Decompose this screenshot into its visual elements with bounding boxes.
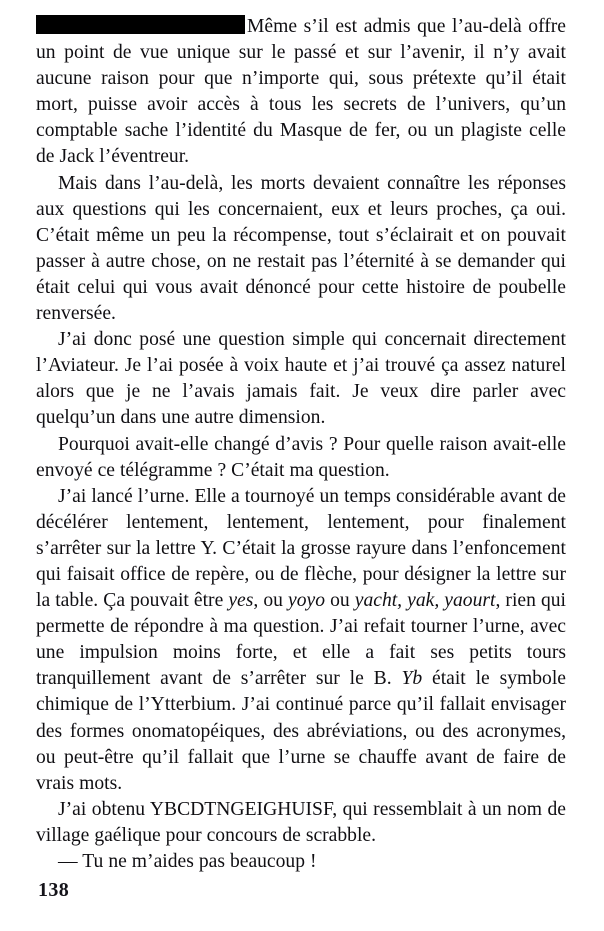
paragraph-1-text: Même s’il est admis que l’au-delà offre un point de vue unique sur le passé et sur l’avenir, il n’y avait aucune raison pour que n’importe qui, sous prétexte qu’il était mort, puisse avoir accès à tous les secrets de l’univers, qu’un comptable sache l’identité du Masque de fer, ou un plagiste celle de Jack l’éventreur. (36, 16, 566, 168)
paragraph-3-text: J’ai donc posé une question simple qui concernait directement l’Aviateur. Je l’ai posée à voix haute et j’ai trouvé ça assez naturel alors que je ne l’avais jamais fait. Je veux dire parler avec quelqu’un dans une autre dimension. (36, 329, 566, 429)
paragraph-7-text: — Tu ne m’aides pas beaucoup ! (58, 851, 317, 872)
paragraph-5-italic-yoyo: yoyo (288, 590, 326, 612)
paragraph-5-italic-yacht-yak-yaourt: yacht, yak, yaourt (354, 590, 496, 612)
paragraph-5-segment-5: ou (325, 590, 355, 612)
paragraph-5-segment-3: , ou (253, 590, 289, 612)
paragraph-5-segment-1: J’ai lancé l’urne. Elle a tournoyé un temps considérable avant de décélérer lentement, lentement, lentement, pour finalement s’arrêter sur la lettre Y. C’était la grosse rayure dans l’enfoncement qui faisait office de repère, ou de flèche, pour désigner la lettre sur la table. Ça pouvait être (36, 485, 566, 612)
paragraph-5-italic-yb: Yb (401, 668, 423, 690)
paragraph-2-text: Mais dans l’au-delà, les morts devaient connaître les réponses aux questions qui les concernaient, eux et leurs proches, ça oui. C’était même un peu la récompense, tout s’éclairait et on pouvait passer à autre chose, on ne restait pas l’éternité à se demander qui était celui qui vous avait dénoncé pour cette histoire de poubelle renversée. (36, 172, 566, 325)
paragraph-5 (36, 484, 566, 797)
paragraph-3 (36, 327, 566, 431)
paragraph-6 (36, 797, 566, 849)
paragraph-1 (36, 14, 566, 171)
paragraph-7 (36, 849, 566, 875)
paragraph-2 (36, 171, 566, 328)
redaction-bar (36, 15, 245, 34)
page-number: 138 (38, 879, 70, 901)
paragraph-5-italic-yes: yes (228, 590, 254, 612)
paragraph-4 (36, 432, 566, 484)
paragraph-5-segment-7: , rien qui permette de répondre à ma question. J’ai refait tourner l’urne, avec une impulsion moins forte, et elle a fait ses petits tours tranquillement avant de s’arrêter sur le B. (36, 590, 566, 690)
paragraph-5-segment-9: était le symbole chimique de l’Ytterbium. J’ai continué parce qu’il fallait envisager des formes onomatopéiques, des abréviations, ou des acronymes, ou peut-être qu’il fallait que l’urne se chauffe avant de faire de vrais mots. (36, 668, 566, 794)
paragraph-6-text: J’ai obtenu YBCDTNGEIGHUISF, qui ressemblait à un nom de village gaélique pour concours de scrabble. (36, 798, 566, 846)
body-text-block (36, 14, 566, 875)
paragraph-4-text: Pourquoi avait-elle changé d’avis ? Pour quelle raison avait-elle envoyé ce télégramme ? C’était ma question. (36, 433, 566, 481)
